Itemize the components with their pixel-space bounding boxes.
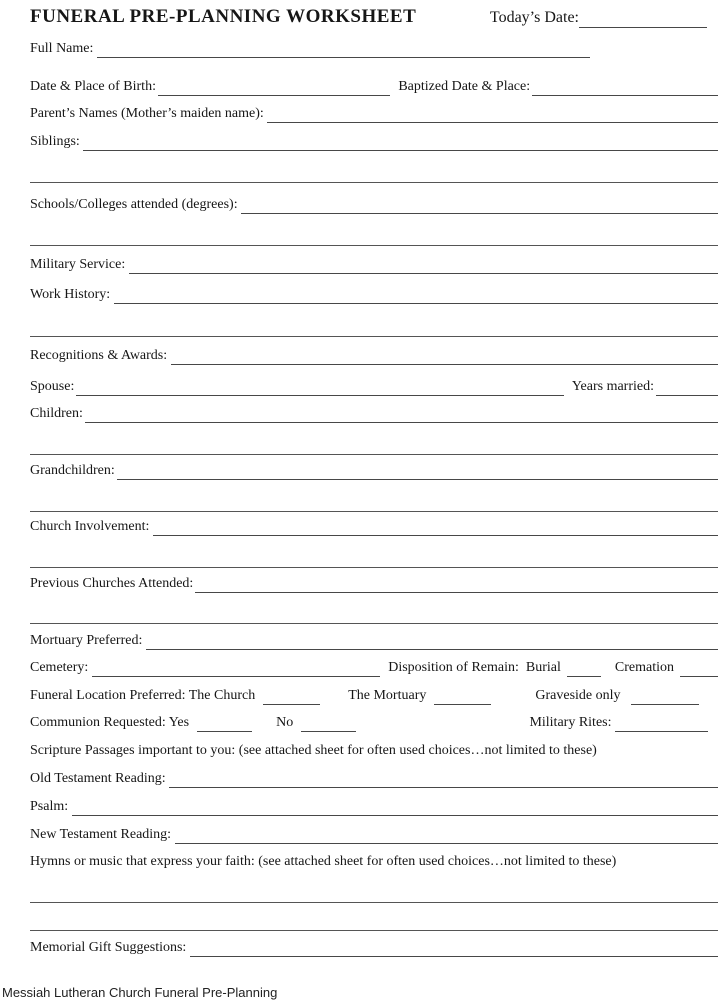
- scripture-note-text: Scripture Passages important to you: (see attached sheet for often used choices…not limited to these): [30, 743, 597, 758]
- page-title: FUNERAL PRE-PLANNING WORKSHEET: [30, 6, 417, 27]
- cremation-label: Cremation: [614, 660, 674, 675]
- field-row-memorial-gifts: [30, 933, 718, 957]
- parents-names-label: Parent’s Names (Mother’s maiden name):: [30, 106, 268, 121]
- parents-names-input[interactable]: [267, 108, 718, 123]
- field-row-cemetery: [30, 653, 718, 677]
- hymns-note-row: [30, 847, 718, 871]
- hymns-input-line-2[interactable]: [30, 906, 718, 931]
- field-row-schools: [30, 190, 718, 214]
- siblings-extra-input[interactable]: [30, 158, 718, 183]
- recognitions-awards-label: Recognitions & Awards:: [30, 348, 171, 363]
- military-service-label: Military Service:: [30, 257, 129, 272]
- cemetery-input[interactable]: [92, 662, 380, 677]
- birth-date-place-input[interactable]: [158, 81, 390, 96]
- communion-yes-label: Communion Requested: Yes: [30, 715, 190, 730]
- work-history-input[interactable]: [114, 289, 718, 304]
- siblings-label: Siblings:: [30, 134, 84, 149]
- schools-label: Schools/Colleges attended (degrees):: [30, 197, 242, 212]
- communion-yes-input[interactable]: [197, 717, 252, 732]
- grandchildren-label: Grandchildren:: [30, 463, 115, 478]
- full-name-input[interactable]: [97, 43, 590, 58]
- psalm-label: Psalm:: [30, 799, 72, 814]
- siblings-input[interactable]: [83, 136, 718, 151]
- work-history-label: Work History:: [30, 287, 114, 302]
- graveside-only-label: Graveside only: [535, 688, 621, 703]
- church-involvement-input[interactable]: [153, 521, 718, 536]
- field-row-new-testament: [30, 820, 718, 844]
- hymns-input-line-1[interactable]: [30, 878, 718, 903]
- new-testament-label: New Testament Reading:: [30, 827, 175, 842]
- old-testament-label: Old Testament Reading:: [30, 771, 170, 786]
- field-row-funeral-location: [30, 681, 718, 705]
- scripture-note-row: [30, 736, 718, 760]
- old-testament-input[interactable]: [169, 773, 718, 788]
- burial-input[interactable]: [567, 662, 601, 677]
- recognitions-awards-input[interactable]: [171, 350, 718, 365]
- previous-churches-label: Previous Churches Attended:: [30, 576, 194, 591]
- disposition-burial-label: Disposition of Remain: Burial: [388, 660, 561, 675]
- field-row-mortuary: [30, 626, 718, 650]
- field-row-psalm: [30, 792, 718, 816]
- years-married-input[interactable]: [656, 381, 718, 396]
- schools-input[interactable]: [241, 199, 718, 214]
- field-row-full-name: [30, 34, 718, 58]
- funeral-location-church-input[interactable]: [263, 690, 320, 705]
- field-row-communion: [30, 708, 718, 732]
- children-extra-input[interactable]: [30, 430, 718, 455]
- field-row-old-testament: [30, 764, 718, 788]
- communion-no-input[interactable]: [301, 717, 356, 732]
- spouse-label: Spouse:: [30, 379, 75, 394]
- psalm-input[interactable]: [72, 801, 718, 816]
- new-testament-input[interactable]: [175, 829, 718, 844]
- hymns-note-text: Hymns or music that express your faith: (see attached sheet for often used choices…not limited to these): [30, 854, 617, 869]
- memorial-gifts-input[interactable]: [190, 942, 718, 957]
- grandchildren-extra-input[interactable]: [30, 487, 718, 512]
- schools-extra-input[interactable]: [30, 221, 718, 246]
- years-married-label: Years married:: [571, 379, 654, 394]
- footer-text: Messiah Lutheran Church Funeral Pre-Planning: [2, 985, 278, 1000]
- baptized-date-place-input[interactable]: [532, 81, 718, 96]
- field-row-recognitions: [30, 341, 718, 365]
- header-row: [30, 4, 718, 28]
- field-row-children: [30, 399, 718, 423]
- full-name-label: Full Name:: [30, 41, 97, 56]
- the-mortuary-input[interactable]: [434, 690, 491, 705]
- cremation-input[interactable]: [680, 662, 718, 677]
- baptized-date-place-label: Baptized Date & Place:: [398, 79, 531, 94]
- graveside-only-input[interactable]: [631, 690, 699, 705]
- field-row-grandchildren: [30, 456, 718, 480]
- children-input[interactable]: [85, 408, 718, 423]
- funeral-location-church-label: Funeral Location Preferred: The Church: [30, 688, 256, 703]
- todays-date-label: Today’s Date:: [489, 9, 579, 26]
- church-involvement-extra-input[interactable]: [30, 543, 718, 568]
- children-label: Children:: [30, 406, 83, 421]
- the-mortuary-label: The Mortuary: [348, 688, 427, 703]
- grandchildren-input[interactable]: [117, 465, 718, 480]
- field-row-birth-baptized: [30, 72, 718, 96]
- mortuary-preferred-input[interactable]: [146, 635, 718, 650]
- previous-churches-input[interactable]: [195, 578, 718, 593]
- military-rites-label: Military Rites:: [529, 715, 615, 730]
- field-row-military-service: [30, 250, 718, 274]
- field-row-spouse: [30, 372, 718, 396]
- previous-churches-extra-input[interactable]: [30, 599, 718, 624]
- field-row-siblings: [30, 127, 718, 151]
- church-involvement-label: Church Involvement:: [30, 519, 153, 534]
- mortuary-preferred-label: Mortuary Preferred:: [30, 633, 146, 648]
- todays-date-input[interactable]: [579, 13, 707, 28]
- cemetery-label: Cemetery:: [30, 660, 92, 675]
- communion-no-label: No: [276, 715, 294, 730]
- memorial-gifts-label: Memorial Gift Suggestions:: [30, 940, 190, 955]
- field-row-church-involvement: [30, 512, 718, 536]
- work-history-extra-input[interactable]: [30, 312, 718, 337]
- field-row-parents: [30, 99, 718, 123]
- field-row-work-history: [30, 280, 718, 304]
- military-rites-input[interactable]: [615, 717, 708, 732]
- military-service-input[interactable]: [129, 259, 718, 274]
- birth-date-place-label: Date & Place of Birth:: [30, 79, 156, 94]
- spouse-input[interactable]: [76, 381, 563, 396]
- field-row-previous-churches: [30, 569, 718, 593]
